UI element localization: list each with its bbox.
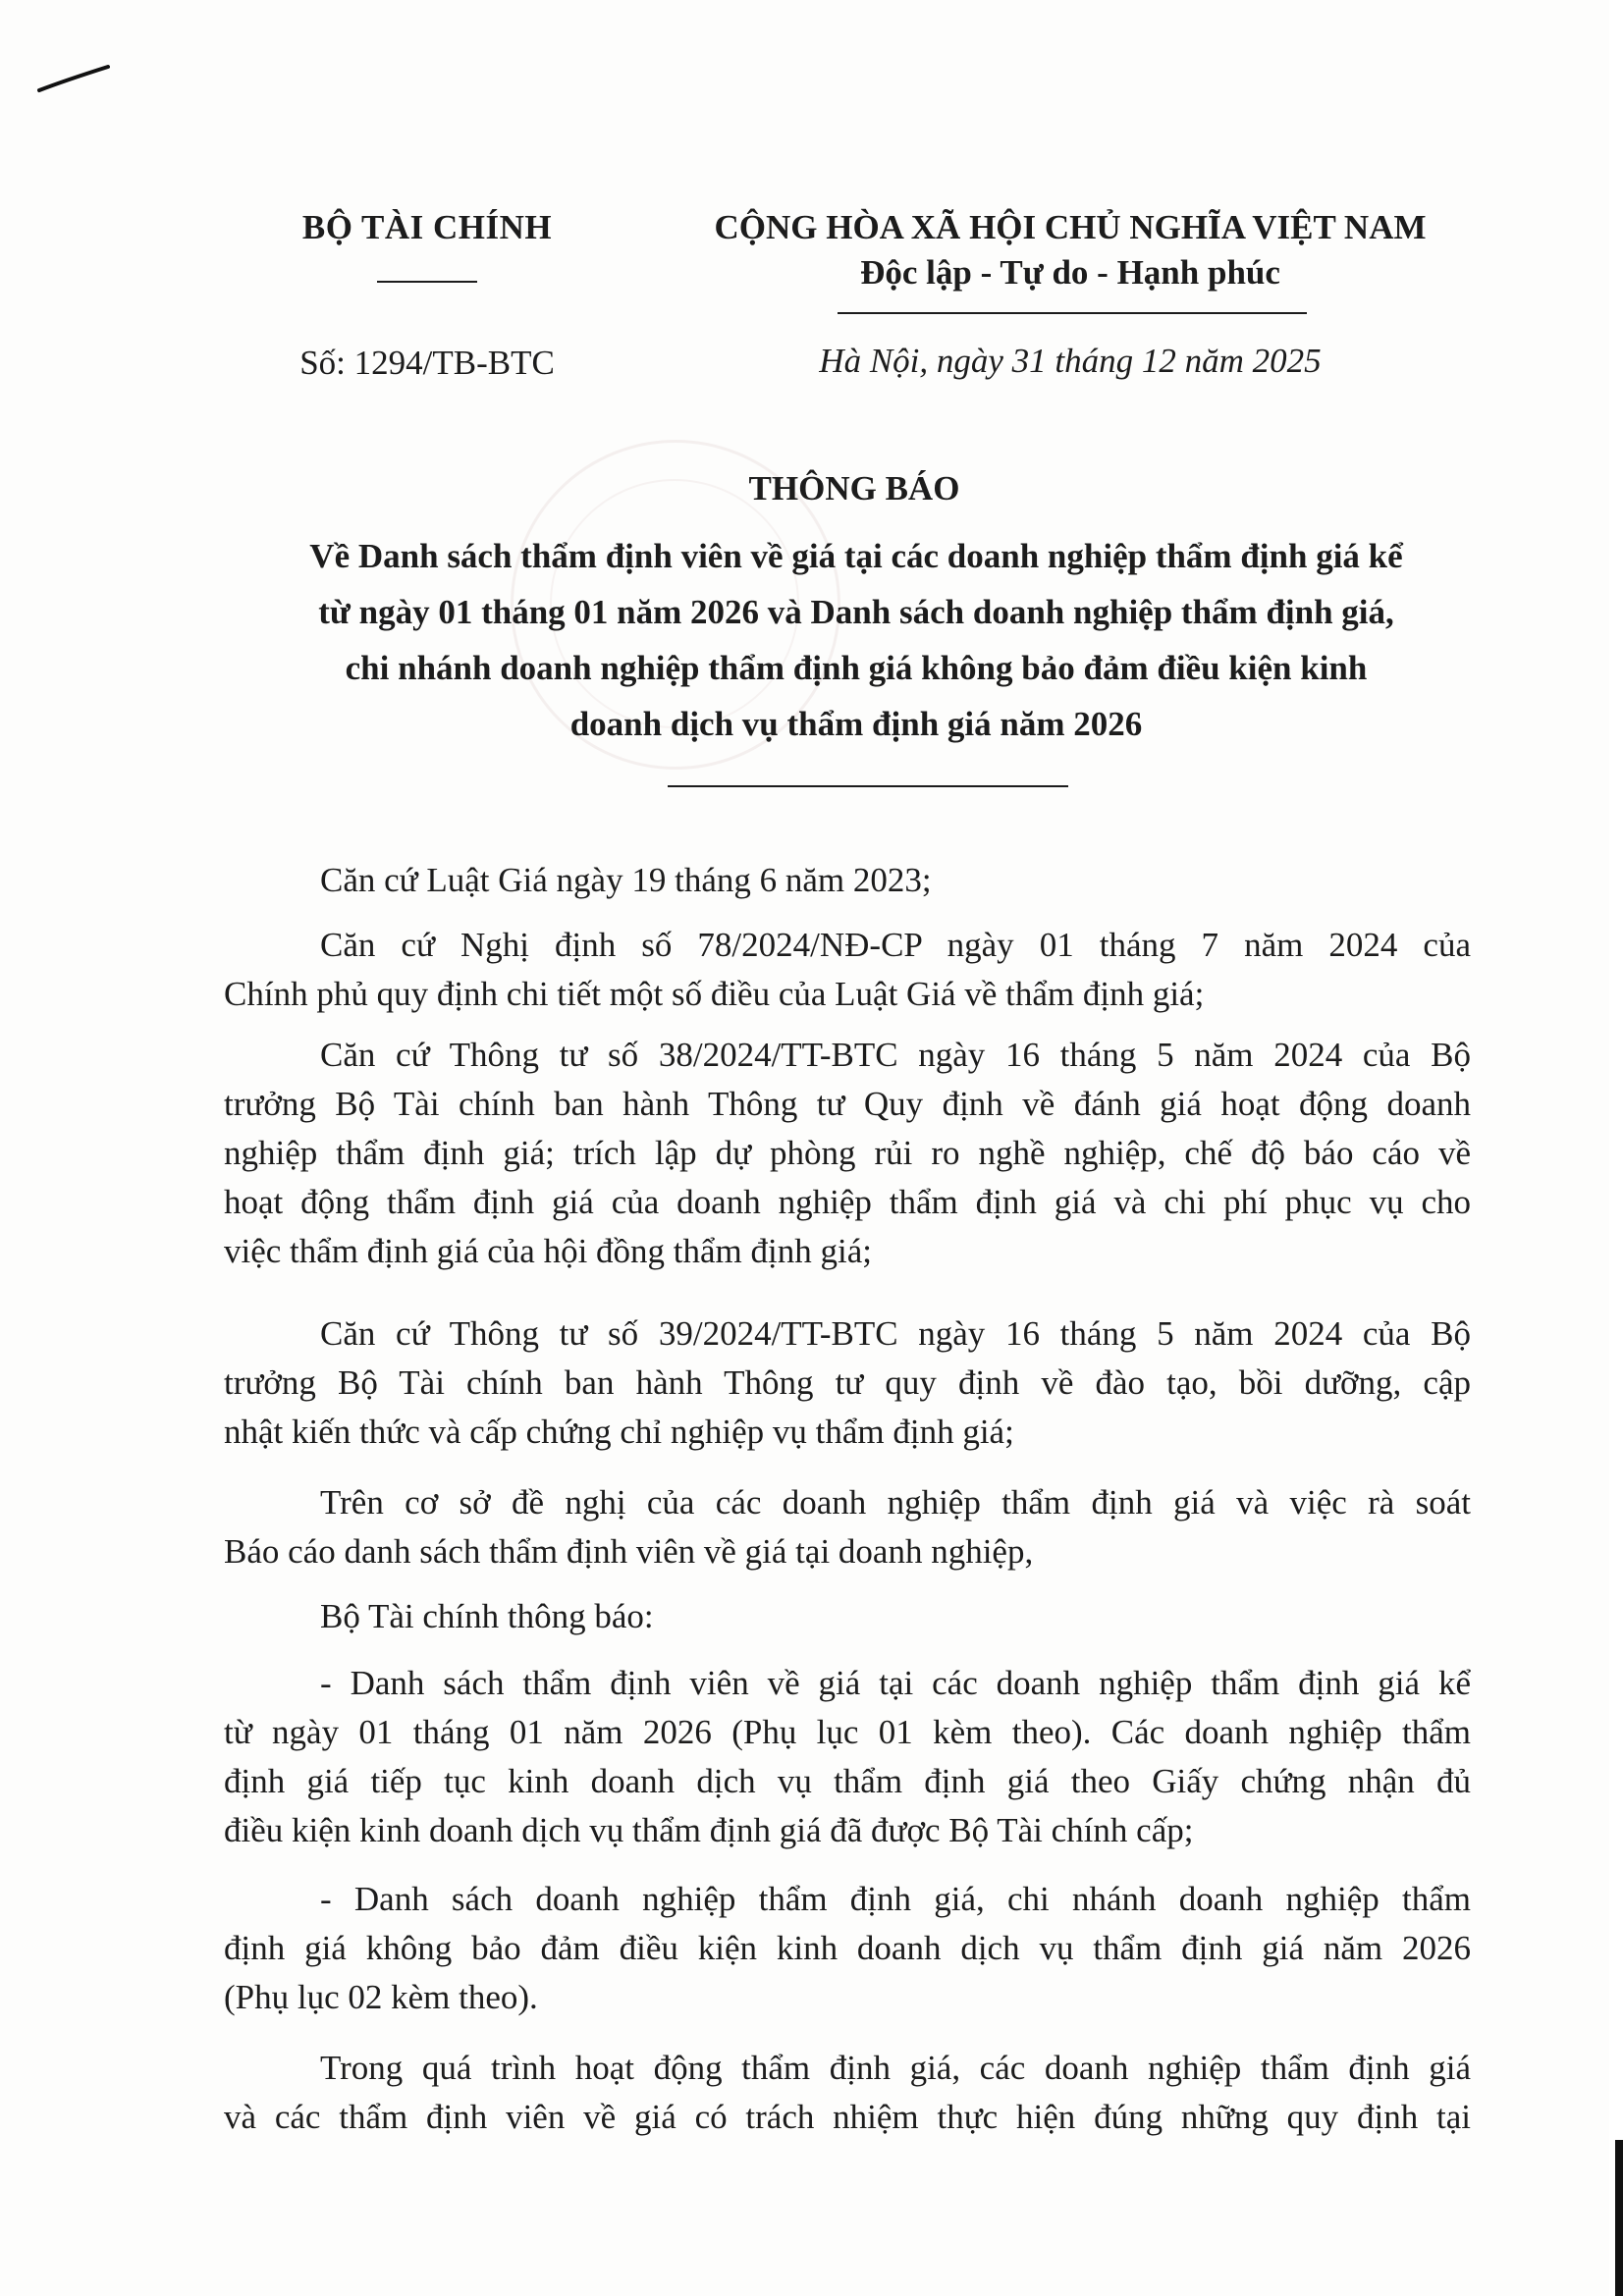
paragraph-legal-basis-decree <box>224 921 1471 1019</box>
text-line: Căn cứ Thông tư số 38/2024/TT-BTC ngày 16 tháng 5 năm 2024 của Bộ <box>320 1036 1471 1074</box>
scan-right-edge <box>1609 0 1623 2296</box>
text-line: nhật kiến thức và cấp chứng chỉ nghiệp vụ thẩm định giá; <box>224 1413 1014 1451</box>
paragraph-appendix-02 <box>224 1875 1471 2022</box>
text-line: Bộ Tài chính thông báo: <box>320 1597 654 1635</box>
subject-line: doanh dịch vụ thẩm định giá năm 2026 <box>569 705 1143 743</box>
issuing-agency: BỘ TÀI CHÍNH <box>301 208 553 246</box>
text-line: Trong quá trình hoạt động thẩm định giá, các doanh nghiệp thẩm định giá <box>320 2049 1471 2087</box>
paragraph-announcement-intro <box>224 1592 1471 1641</box>
text-line: - Danh sách doanh nghiệp thẩm định giá, chi nhánh doanh nghiệp thẩm <box>320 1880 1471 1918</box>
text-line: từ ngày 01 tháng 01 năm 2026 (Phụ lục 01 kèm theo). Các doanh nghiệp thẩm <box>224 1713 1471 1751</box>
paragraph-legal-basis-law <box>224 856 1471 905</box>
document-number: Số: 1294/TB-BTC <box>299 344 555 382</box>
text-line: (Phụ lục 02 kèm theo). <box>224 1978 538 2016</box>
text-line: trưởng Bộ Tài chính ban hành Thông tư quy định về đào tạo, bồi dưỡng, cập <box>224 1363 1471 1402</box>
paragraph-basis-proposal <box>224 1478 1471 1576</box>
place-and-date: Hà Nội, ngày 31 tháng 12 năm 2025 <box>819 342 1322 380</box>
national-title: CỘNG HÒA XÃ HỘI CHỦ NGHĨA VIỆT NAM <box>714 208 1427 246</box>
subject-line: từ ngày 01 tháng 01 năm 2026 và Danh sách doanh nghiệp thẩm định giá, <box>318 593 1394 631</box>
text-line: định giá không bảo đảm điều kiện kinh doanh dịch vụ thẩm định giá năm 2026 <box>224 1929 1471 1967</box>
motto-underline <box>838 312 1307 314</box>
national-motto: Độc lập - Tự do - Hạnh phúc <box>860 253 1280 292</box>
text-line: Báo cáo danh sách thẩm định viên về giá tại doanh nghiệp, <box>224 1532 1034 1571</box>
text-line: - Danh sách thẩm định viên về giá tại các doanh nghiệp thẩm định giá kể <box>320 1664 1471 1702</box>
pen-stroke-mark <box>35 61 114 100</box>
text-line: Chính phủ quy định chi tiết một số điều của Luật Giá về thẩm định giá; <box>224 975 1205 1013</box>
text-line: định giá tiếp tục kinh doanh dịch vụ thẩm định giá theo Giấy chứng nhận đủ <box>224 1762 1471 1800</box>
text-line: hoạt động thẩm định giá của doanh nghiệp thẩm định giá và chi phí phục vụ cho <box>224 1183 1471 1221</box>
document-subject <box>228 528 1485 752</box>
text-line: Căn cứ Nghị định số 78/2024/NĐ-CP ngày 01 tháng 7 năm 2024 của <box>320 926 1471 964</box>
paragraph-appendix-01 <box>224 1659 1471 1855</box>
text-line: nghiệp thẩm định giá; trích lập dự phòng rủi ro nghề nghiệp, chế độ báo cáo về <box>224 1134 1471 1172</box>
text-line: và các thẩm định viên về giá có trách nhiệm thực hiện đúng những quy định tại <box>224 2098 1471 2136</box>
text-line: điều kiện kinh doanh dịch vụ thẩm định giá đã được Bộ Tài chính cấp; <box>224 1811 1194 1849</box>
paragraph-legal-basis-circular-39 <box>224 1309 1471 1457</box>
text-line: trưởng Bộ Tài chính ban hành Thông tư Quy định về đánh giá hoạt động doanh <box>224 1085 1471 1123</box>
text-line: Căn cứ Thông tư số 39/2024/TT-BTC ngày 16 tháng 5 năm 2024 của Bộ <box>320 1314 1471 1353</box>
subject-line: chi nhánh doanh nghiệp thẩm định giá không bảo đảm điều kiện kinh <box>345 649 1368 687</box>
subject-underline <box>668 785 1068 787</box>
paragraph-responsibilities <box>224 2044 1471 2142</box>
text-line: việc thẩm định giá của hội đồng thẩm định giá; <box>224 1232 872 1270</box>
paragraph-legal-basis-circular-38 <box>224 1031 1471 1276</box>
agency-underline <box>377 281 477 283</box>
document-title: THÔNG BÁO <box>748 469 960 507</box>
text-line: Trên cơ sở đề nghị của các doanh nghiệp thẩm định giá và việc rà soát <box>320 1483 1471 1522</box>
subject-line: Về Danh sách thẩm định viên về giá tại các doanh nghiệp thẩm định giá kể <box>309 537 1403 575</box>
text-line: Căn cứ Luật Giá ngày 19 tháng 6 năm 2023; <box>320 861 932 899</box>
scan-edge-shadow <box>1615 2140 1623 2296</box>
